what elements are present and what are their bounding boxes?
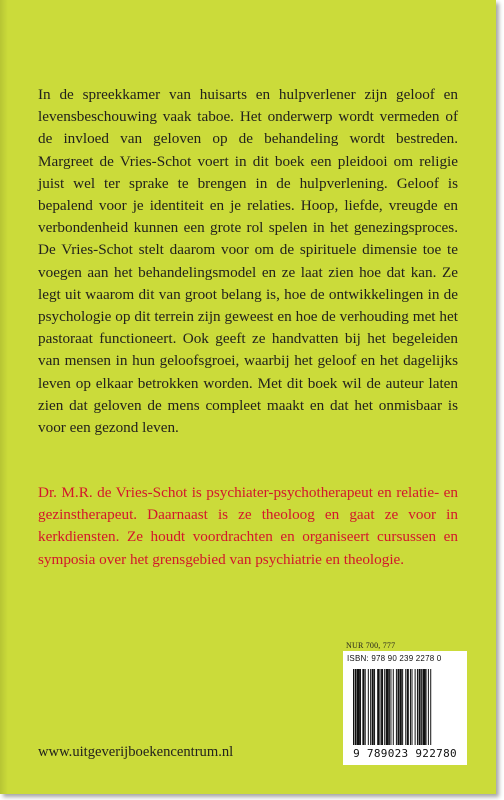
barcode-bar [374,669,375,745]
barcode-bar [410,669,411,745]
barcode-bar [372,669,374,745]
barcode-bar [355,669,357,745]
barcode-bar [397,669,399,745]
barcode-bar [377,669,379,745]
barcode-bar [390,669,391,745]
barcode-digits: 9 789023 922780 [353,747,457,760]
barcode-bar [426,669,427,745]
barcode-bar [360,669,361,745]
barcode-bar [389,669,390,745]
barcode-bar [412,669,413,745]
barcode-bar [393,669,394,745]
isbn-label: ISBN: 978 90 239 2278 0 [347,654,442,663]
barcode-bar [368,669,369,745]
book-blurb: In de spreekkamer van huisarts en hulpverlener zijn geloof en levensbeschouwing vaak taboe. Het onderwerp wordt vermeden of de invloed van geloven op de behandeling wordt bestreden. Margreet de Vries-Schot voert in dit boek een pleidooi om religie juist wel ter sprake te brengen in de hulpverlening. Geloof is bepalend voor je identiteit en je relaties. Hoop, liefde, vreugde en verbondenheid kunnen een grote rol spelen in het genezingsproces. De Vries-Schot stelt daarom voor om de spirituele dimensie toe te voegen aan het behandelingsmodel en ze laat zien hoe dat kan. Ze legt uit waarom dit van groot belang is, hoe de ontwikkelingen in de psychologie op dit terrein zijn geweest en hoe de verhouding met het pastoraat functioneert. Ook geeft ze handvatten bij het begeleiden van mensen in hun geloofsgroei, waarbij het geloof en het dagelijks leven op elkaar betrokken worden. Met dit boek wil de auteur laten zien dat geloven de mens compleet maakt en dat het onmisbaar is voor een gezond leven. [38,86,458,437]
barcode-bar [384,669,385,745]
barcode-bar [428,669,429,745]
barcode-bar [396,669,397,745]
spine-shadow [0,0,8,794]
barcode-bar [421,669,422,745]
barcode-bar [400,669,402,745]
barcode-bar [365,669,366,745]
barcode-bar [419,669,421,745]
barcode-bar [417,669,418,745]
barcode-bar [353,669,354,745]
barcode-icon [353,669,459,745]
barcode-bar [362,669,364,745]
barcode-bar [357,669,360,745]
barcode-bar [380,669,381,745]
barcode-bar [430,669,431,745]
barcode-bar [402,669,403,745]
author-bio: Dr. M.R. de Vries-Schot is psychiater-psychotherapeut en relatie- en gezinstherapeut. Daarnaast is ze theoloog en gaat ze voor in kerkdiensten. Ze houdt voordrachten en organiseert cursussen en symposia over het grensgebied van psychiatrie en theologie. [38,484,458,568]
barcode-bar [415,669,416,745]
barcode-box [343,651,467,765]
barcode-bar [407,669,409,745]
publisher-website: www.uitgeverijboekencentrum.nl [38,744,234,760]
barcode-bar [381,669,383,745]
barcode-bar [386,669,389,745]
barcode-bar [405,669,406,745]
barcode-bar [370,669,371,745]
barcode-bar [422,669,425,745]
nur-code: NUR 700, 777 [346,641,396,650]
